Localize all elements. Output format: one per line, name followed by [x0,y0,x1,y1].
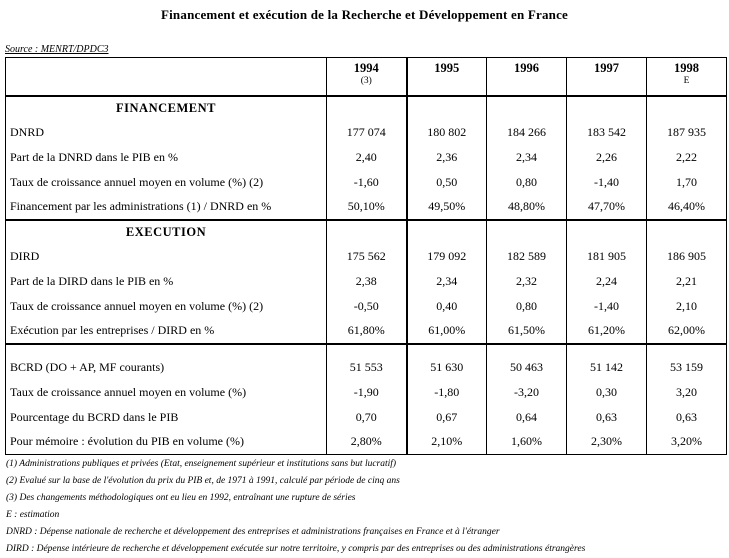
section-title: EXECUTION [6,220,327,244]
cell-value: -0,50 [327,294,407,319]
cell-value: 3,20 [647,380,727,405]
row-label: Part de la DNRD dans le PIB en % [6,145,327,170]
footnote-1: (1) Administrations publiques et privées (Etat, enseignement supérieur et institutions sans but lucratif) [6,459,397,469]
year-label: 1996 [514,61,539,75]
table-row [6,145,727,170]
cell-value: 2,30% [567,430,647,455]
cell-value: 62,00% [647,319,727,344]
section-title: FINANCEMENT [6,96,327,120]
cell-value: 0,63 [647,405,727,430]
cell-value: 51 630 [407,355,487,380]
cell-value: 186 905 [647,244,727,269]
year-label: 1998 [674,61,699,75]
year-label: 1997 [594,61,619,75]
header-year-1998 [647,58,727,96]
cell-value: 2,32 [487,269,567,294]
cell-value: -1,40 [567,294,647,319]
table-row [6,380,727,405]
cell-value: 48,80% [487,195,567,220]
row-label: Pour mémoire : évolution du PIB en volume (%) [6,430,327,455]
cell-value: 0,64 [487,405,567,430]
cell-value: 0,40 [407,294,487,319]
cell-value: 187 935 [647,120,727,145]
table-header-row [6,58,727,96]
cell-value: 61,20% [567,319,647,344]
row-label: BCRD (DO + AP, MF courants) [6,355,327,380]
table-row [6,269,727,294]
table-row [6,120,727,145]
table-row [6,430,727,455]
section-spacer [6,344,727,355]
table-row [6,405,727,430]
cell-value: 0,67 [407,405,487,430]
cell-value: 2,80% [327,430,407,455]
cell-value: 50 463 [487,355,567,380]
table-row [6,355,727,380]
cell-value: 1,70 [647,170,727,195]
footnote-dnrd: DNRD : Dépense nationale de recherche et développement des entreprises et administrations françaises en France et à l'étranger [6,527,500,537]
cell-value: 2,38 [327,269,407,294]
row-label: DIRD [6,244,327,269]
cell-value: 175 562 [327,244,407,269]
cell-value: 2,10% [407,430,487,455]
row-label: Pourcentage du BCRD dans le PIB [6,405,327,430]
year-label: 1995 [434,61,460,75]
cell-value: 179 092 [407,244,487,269]
cell-value: 2,26 [567,145,647,170]
cell-value: 47,70% [567,195,647,220]
cell-value: 0,63 [567,405,647,430]
year-note: (3) [360,76,372,86]
cell-value: 3,20% [647,430,727,455]
table-row [6,319,727,344]
table-row [6,170,727,195]
footnote-2: (2) Evalué sur la base de l'évolution du prix du PIB et, de 1971 à 1991, calculé par période de cinq ans [6,476,400,486]
cell-value: 2,34 [407,269,487,294]
cell-value: 1,60% [487,430,567,455]
row-label: Taux de croissance annuel moyen en volume (%) (2) [6,170,327,195]
section-header-financement [6,96,727,120]
cell-value: 61,50% [487,319,567,344]
cell-value: 182 589 [487,244,567,269]
cell-value: 2,21 [647,269,727,294]
cell-value: 180 802 [407,120,487,145]
cell-value: -1,40 [567,170,647,195]
cell-value: 2,24 [567,269,647,294]
page-title: Financement et exécution de la Recherche et Développement en France [160,7,569,22]
footnote-3: (3) Des changements méthodologiques ont eu lieu en 1992, entraînant une rupture de séries [6,493,356,503]
cell-value: 46,40% [647,195,727,220]
cell-value: -1,90 [327,380,407,405]
cell-value: -3,20 [487,380,567,405]
row-label: Taux de croissance annuel moyen en volume (%) (2) [6,294,327,319]
cell-value: 50,10% [327,195,407,220]
footnotes-block [6,456,725,558]
cell-value: 0,80 [487,294,567,319]
cell-value: 183 542 [567,120,647,145]
cell-value: 2,36 [407,145,487,170]
cell-value: 2,40 [327,145,407,170]
cell-value: 0,50 [407,170,487,195]
table-row [6,294,727,319]
header-empty-cell [6,58,327,96]
cell-value: 177 074 [327,120,407,145]
cell-value: 61,00% [407,319,487,344]
row-label: Exécution par les entreprises / DIRD en % [6,319,327,344]
cell-value: -1,60 [327,170,407,195]
cell-value: 0,80 [487,170,567,195]
header-year-1996 [487,58,567,96]
cell-value: 2,22 [647,145,727,170]
footnote-dird: DIRD : Dépense intérieure de recherche et développement exécutée sur notre territoire, y compris par des entreprises ou des administrations étrangères [6,544,586,554]
cell-value: 49,50% [407,195,487,220]
source-label: Source : MENRT/DPDC3 [5,44,109,55]
table-row [6,244,727,269]
header-year-1995 [407,58,487,96]
cell-value: -1,80 [407,380,487,405]
cell-value: 2,10 [647,294,727,319]
row-label: Part de la DIRD dans le PIB en % [6,269,327,294]
cell-value: 2,34 [487,145,567,170]
rd-statistics-table [5,57,727,455]
cell-value: 51 553 [327,355,407,380]
header-year-1994 [327,58,407,96]
cell-value: 51 142 [567,355,647,380]
section-header-execution [6,220,727,244]
footnote-estimation: E : estimation [6,510,60,520]
year-label: 1994 [353,61,379,75]
cell-value: 181 905 [567,244,647,269]
cell-value: 53 159 [647,355,727,380]
row-label: Financement par les administrations (1) / DNRD en % [6,195,327,220]
header-year-1997 [567,58,647,96]
table-row [6,195,727,220]
cell-value: 0,70 [327,405,407,430]
year-note: E [683,76,690,86]
cell-value: 0,30 [567,380,647,405]
row-label: Taux de croissance annuel moyen en volume (%) [6,380,327,405]
cell-value: 184 266 [487,120,567,145]
cell-value: 61,80% [327,319,407,344]
row-label: DNRD [6,120,327,145]
